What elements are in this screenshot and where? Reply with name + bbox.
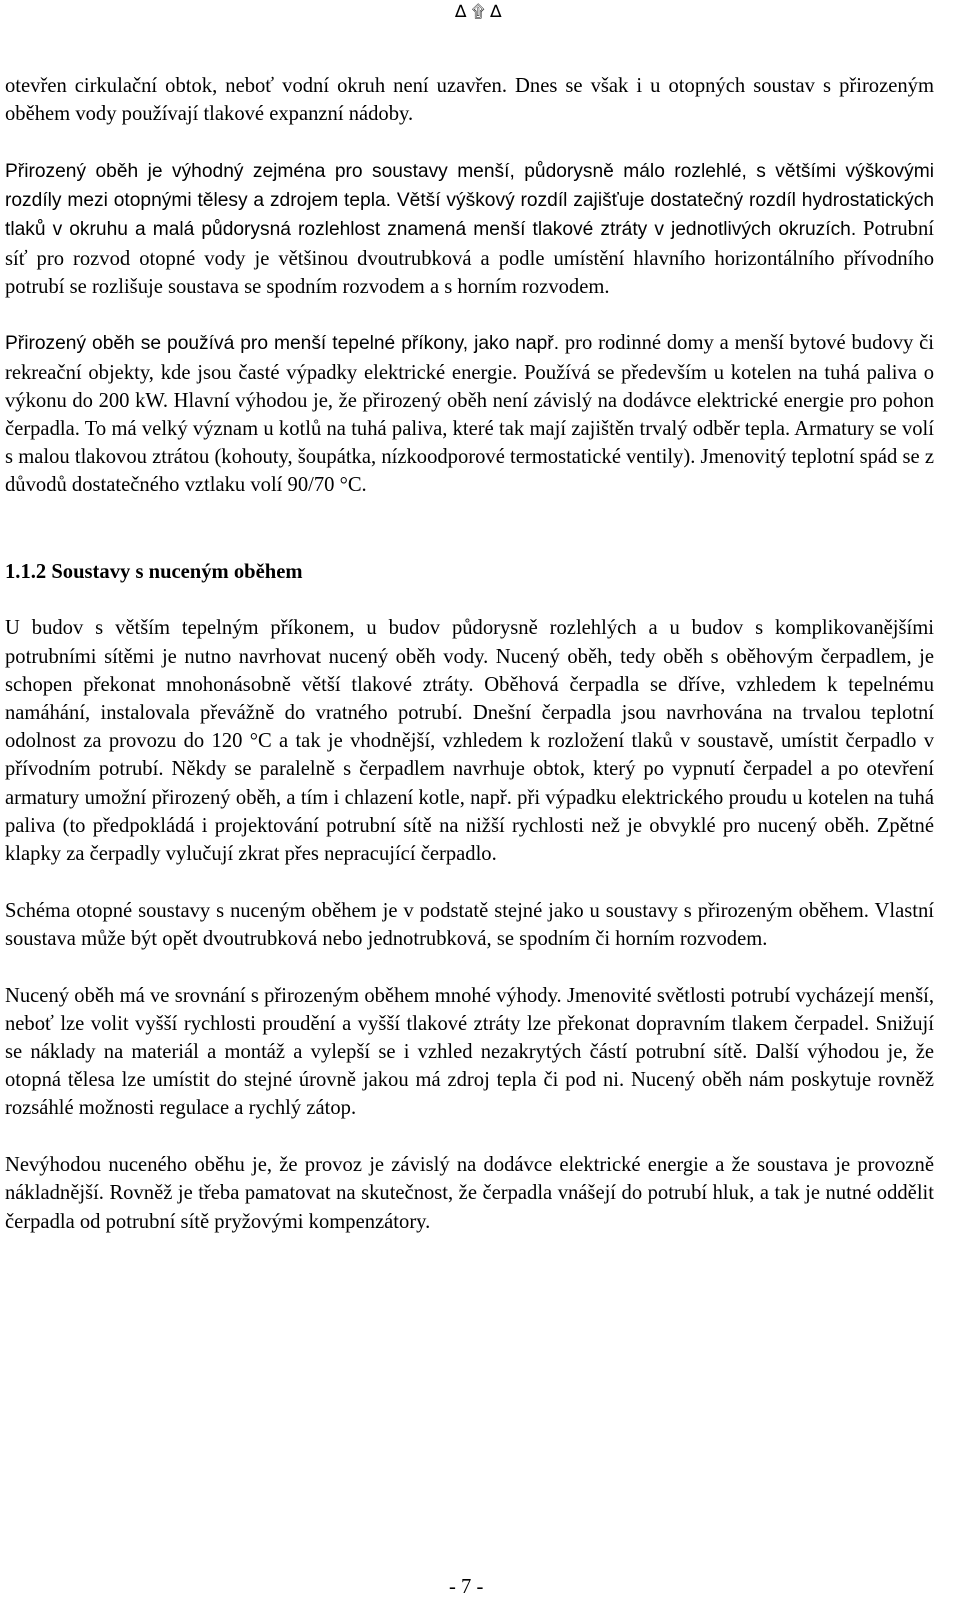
page-number: - 7 - [449, 1576, 484, 1598]
paragraph-natural-circulation-benefits [5, 157, 934, 301]
paragraph-forced-circulation-advantages: Nucený oběh má ve srovnání s přirozeným oběhem mnohé výhody. Jmenovité světlosti potrubí vycházejí menší, neboť lze volit vyšší rychlosti proudění a vyšší tlakové ztráty lze překonat dopravním tlakem čerpadel. Snižují se náklady na materiál a montáž a vylepší se i vzhled nezakrytých částí potrubní sítě. Další výhodou je, že otopná tělesa lze umístit do stejné úrovně jakou má zdroj tepla či pod ni. Nucený oběh nám poskytuje rovněž rozsáhlé možnosti regulace a rychlý zátop. [5, 984, 934, 1120]
paragraph-text: otevřen cirkulační obtok, neboť vodní okruh není uzavřen. Dnes se však i u otopných soustav s přirozeným oběhem vody používají tlakové expanzní nádoby. [5, 75, 934, 126]
page-content [5, 72, 934, 1236]
section-heading: 1.1.2 Soustavy s nuceným oběhem [5, 560, 303, 583]
paragraph-text: Potrubní síť pro rozvod otopné vody je většinou dvoutrubková a podle umístění hlavního horizontálního přívodního potrubí se rozlišuje soustava se spodním rozvodem a s horním rozvodem. [5, 218, 934, 298]
paragraph-forced-circulation: U budov s větším tepelným příkonem, u budov půdorysně rozlehlých a u budov s komplikovanějšími potrubními sítěmi je nutno navrhovat nucený oběh vody. Nucený oběh, tedy oběh s oběhovým čerpadlem, je schopen překonat mnohonásobně větší tlakové ztráty. Oběhová čerpadla se dříve, vzhledem k tepelnému namáhání, instalovala převážně do vratného potrubí. Dnešní čerpadla jsou navrhována na trvalou teplotní odolnost za provozu do 120 °C a tak je vhodnější, vzhledem k rozložení tlaků v soustavě, umístit čerpadlo v přívodním potrubí. Někdy se paralelně s čerpadlem navrhuje obtok, který po vypnutí čerpadel a po otevření armatury umožní přirozený oběh, a tím i chlazení kotle, např. při výpadku elektrického proudu u kotelen na tuhá paliva (to předpokládá i projektování potrubní sítě na nižší rychlosti než je obvyklé pro nucený oběh. Zpětné klapky za čerpadly vylučují zkrat přes nepracující čerpadlo. [5, 617, 934, 865]
header-decoration: ∆ ۩ ∆ [455, 2, 502, 22]
paragraph-text-sans: Přirozený oběh se používá pro menší tepelné příkony, jako např. [5, 333, 560, 355]
paragraph-natural-circulation-usage [5, 329, 934, 499]
paragraph-forced-circulation-scheme: Schéma otopné soustavy s nuceným oběhem je v podstatě stejné jako u soustavy s přirozeným oběhem. Vlastní soustava může být opět dvoutrubková nebo jednotrubková, se spodním či horním rozvodem. [5, 899, 934, 950]
paragraph-text-sans: Přirozený oběh je výhodný zejména pro soustavy menší, půdorysně málo rozlehlé, s většími výškovými rozdíly mezi otopnými tělesy a zdrojem tepla. Větší výškový rozdíl zajišťuje dostatečný rozdíl hydrostatických tlaků v okruhu a malá půdorysná rozlehlost znamená menší tlakové ztráty v jednotlivých okruzích. [5, 160, 934, 241]
paragraph-text: pro rodinné domy a menší bytové budovy či rekreační objekty, kde jsou časté výpadky elektrické energie. Používá se především u kotelen na tuhá paliva o výkonu do 200 kW. Hlavní výhodou je, že přirozený oběh není závislý na dodávce elektrické energie pro pohon čerpadla. To má velký význam u kotlů na tuhá paliva, které tak mají zajištěn trvalý odběr tepla. Armatury se volí s malou tlakovou ztrátou (kohouty, šoupátka, nízkoodporové termostatické ventily). Jmenovitý teplotní spád se z důvodů dostatečného vztlaku volí 90/70 °C. [5, 332, 934, 497]
paragraph-forced-circulation-disadvantages: Nevýhodou nuceného oběhu je, že provoz je závislý na dodávce elektrické energie a že soustava je provozně nákladnější. Rovněž je třeba pamatovat na skutečnost, že čerpadla vnášejí do potrubí hluk, a tak je nutné oddělit čerpadla od potrubní sítě pryžovými kompenzátory. [5, 1154, 934, 1233]
paragraph-expansion-vessels [5, 72, 934, 128]
